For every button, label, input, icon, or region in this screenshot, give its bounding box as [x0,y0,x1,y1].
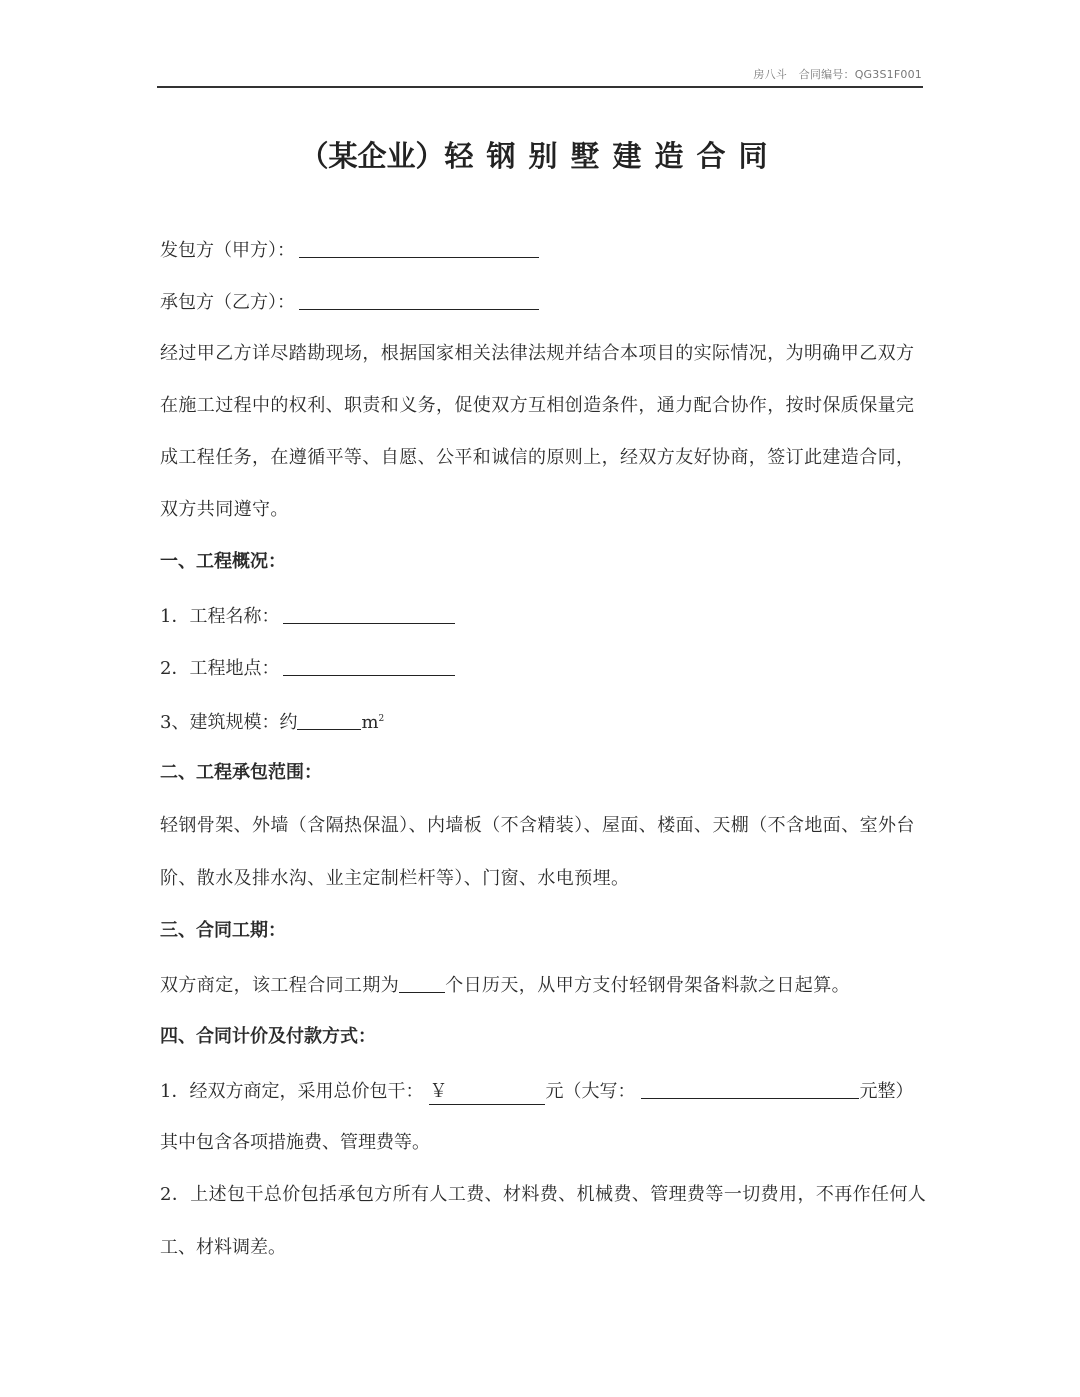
price-scope-line-2: 工、材料调差。 [160,1237,286,1258]
price-amount-field[interactable] [429,1080,545,1105]
project-name-line [160,603,455,629]
currency-symbol: ￥ [429,1081,448,1102]
project-location-line [160,655,455,681]
price-suffix: 元整） [859,1081,914,1102]
contract-number: 合同编号：QG3S1F001 [798,68,922,81]
section-1-heading: 一、工程概况： [160,551,286,572]
header-divider [157,86,923,88]
party-a-line [160,237,539,263]
document-title [0,134,1080,175]
duration-line [160,972,850,998]
project-location-field[interactable] [283,657,455,676]
building-scale-field[interactable] [297,711,361,730]
area-unit: m [361,712,379,733]
party-a-field[interactable] [299,239,539,258]
project-location-label: 2．工程地点： [160,658,280,679]
duration-days-field[interactable] [399,974,445,993]
party-b-field[interactable] [299,291,539,310]
scope-line-1: 轻钢骨架、外墙（含隔热保温）、内墙板（不含精装）、屋面、楼面、天棚（不含地面、室外台 [160,815,915,836]
title-org: （某企业） [299,139,445,173]
party-b-line [160,289,539,315]
price-scope-line-1: 2．上述包干总价包括承包方所有人工费、材料费、机械费、管理费等一切费用，不再作任何人 [160,1184,927,1205]
building-scale-line [160,707,384,735]
area-unit-sup: 2 [378,714,385,724]
scope-line-2: 阶、散水及排水沟、业主定制栏杆等）、门窗、水电预埋。 [160,868,630,889]
duration-text-after: 个日历天，从甲方支付轻钢骨架备料款之日起算。 [445,975,851,996]
price-label: 1．经双方商定，采用总价包干： [160,1081,424,1102]
section-4-heading: 四、合同计价及付款方式： [160,1026,376,1047]
price-uppercase-label: 元（大写： [545,1081,636,1102]
header-meta [753,66,922,82]
intro-line-2: 在施工过程中的权利、职责和义务，促使双方互相创造条件，通力配合协作，按时保质保量完 [160,395,915,416]
intro-line-1: 经过甲乙方详尽踏勘现场，根据国家相关法律法规并结合本项目的实际情况，为明确甲乙双方 [160,343,915,364]
duration-text-before: 双方商定，该工程合同工期为 [160,975,400,996]
building-scale-label: 3、建筑规模：约 [160,712,298,733]
section-3-heading: 三、合同工期： [160,920,286,941]
price-line [160,1078,913,1105]
title-name: 轻钢别墅建造合同 [444,139,781,173]
party-a-label: 发包方（甲方）： [160,240,295,261]
section-2-heading: 二、工程承包范围： [160,762,322,783]
price-note-line: 其中包含各项措施费、管理费等。 [160,1132,430,1153]
project-name-field[interactable] [283,605,455,624]
intro-line-3: 成工程任务，在遵循平等、自愿、公平和诚信的原则上，经双方友好协商，签订此建造合同， [160,447,915,468]
price-uppercase-field[interactable] [641,1080,859,1099]
party-b-label: 承包方（乙方）： [160,292,295,313]
intro-line-4: 双方共同遵守。 [160,499,289,520]
project-name-label: 1．工程名称： [160,606,280,627]
header-brand: 房八斗 [753,68,787,81]
